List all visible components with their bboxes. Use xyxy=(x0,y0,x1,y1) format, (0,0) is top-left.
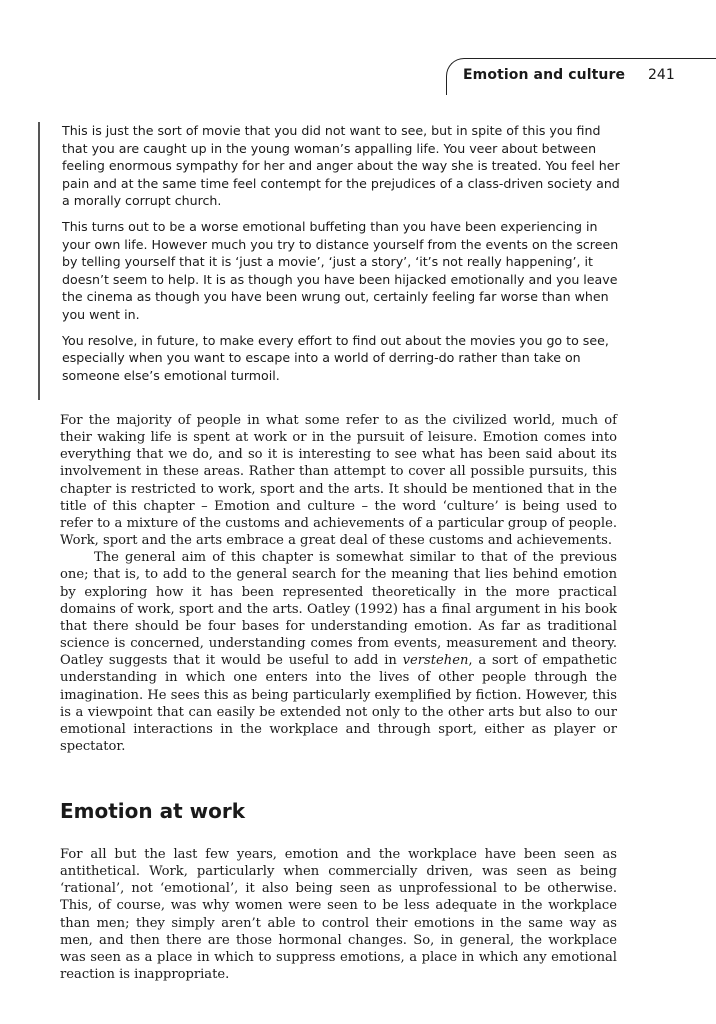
body-paragraph xyxy=(60,549,617,755)
section-paragraph: For all but the last few years, emotion and the workplace have been seen as antithetical. Work, particularly when commercially driven, was seen as being ‘rational’, not ‘emotional’, it also being seen as unprofessional to be otherwise. This, of course, was why women were seen to be less adequate in the workplace than men; they simply aren’t able to control their emotions in the same way as men, and then there are those hormonal changes. So, in general, the workplace was seen as a place in which to suppress emotions, a place in which any emotional reaction is inappropriate. xyxy=(60,847,617,983)
body-paragraph: For the majority of people in what some refer to as the civilized world, much of their waking life is spent at work or in the pursuit of leisure. Emotion comes into everything that we do, and so it is interesting to see what has been said about its involvement in these areas. Rather than attempt to cover all possible pursuits, this chapter is restricted to work, sport and the arts. It should be mentioned that in the title of this chapter – Emotion and culture – the word ‘culture’ is being used to refer to a mixture of the customs and achievements of a particular group of people. Work, sport and the arts embrace a great deal of these customs and achievements. xyxy=(60,413,617,549)
boxed-paragraph: This is just the sort of movie that you did not want to see, but in spite of this you find that you are caught up in the young woman’s appalling life. You veer about between feeling enormous sympathy for her and anger about the way she is treated. You feel her pain and at the same time feel contempt for the prejudices of a class-driven society and a morally corrupt church. xyxy=(62,123,620,209)
boxed-scenario-text xyxy=(38,122,630,400)
body-text-segment: , a sort of empathetic understanding in which one enters into the lives of other people through the imagination. He sees this as being particularly exemplified by fiction. However, this is a viewpoint that can easily be extended not only to the other arts but also to our emotional interactions in the workplace and through sport, either as player or spectator. xyxy=(60,653,617,754)
body-text-segment: The general aim of this chapter is somewhat similar to that of the previous one; that is, to add to the general search for the meaning that lies behind emotion by exploring how it has been represented theoretically in the more practical domains of work, sport and the arts. Oatley (1992) has a final argument in his book that there should be four bases for understanding emotion. As far as traditional science is concerned, understanding comes from events, measurement and theory. Oatley suggests that it would be useful to add in xyxy=(60,550,617,669)
running-head-title: Emotion and culture xyxy=(463,67,626,83)
boxed-paragraph: This turns out to be a worse emotional buffeting than you have been experiencing in your own life. However much you try to distance yourself from the events on the screen by telling yourself that it is ‘just a movie’, ‘just a story’, ‘it’s not really happening’, it doesn’t seem to help. It is as though you have been hijacked emotionally and you leave the cinema as though you have been wrung out, certainly feeling far worse than when you went in. xyxy=(62,218,619,322)
boxed-paragraph: You resolve, in future, to make every effort to find out about the movies you go to see, especially when you want to escape into a world of derring-do rather than take on someone else’s emotional turmoil. xyxy=(62,332,609,383)
page-number: 241 xyxy=(648,67,675,83)
italic-term: verstehen xyxy=(402,653,469,669)
section-heading: Emotion at work xyxy=(60,799,245,823)
body-text xyxy=(60,412,617,755)
running-head xyxy=(446,58,716,95)
